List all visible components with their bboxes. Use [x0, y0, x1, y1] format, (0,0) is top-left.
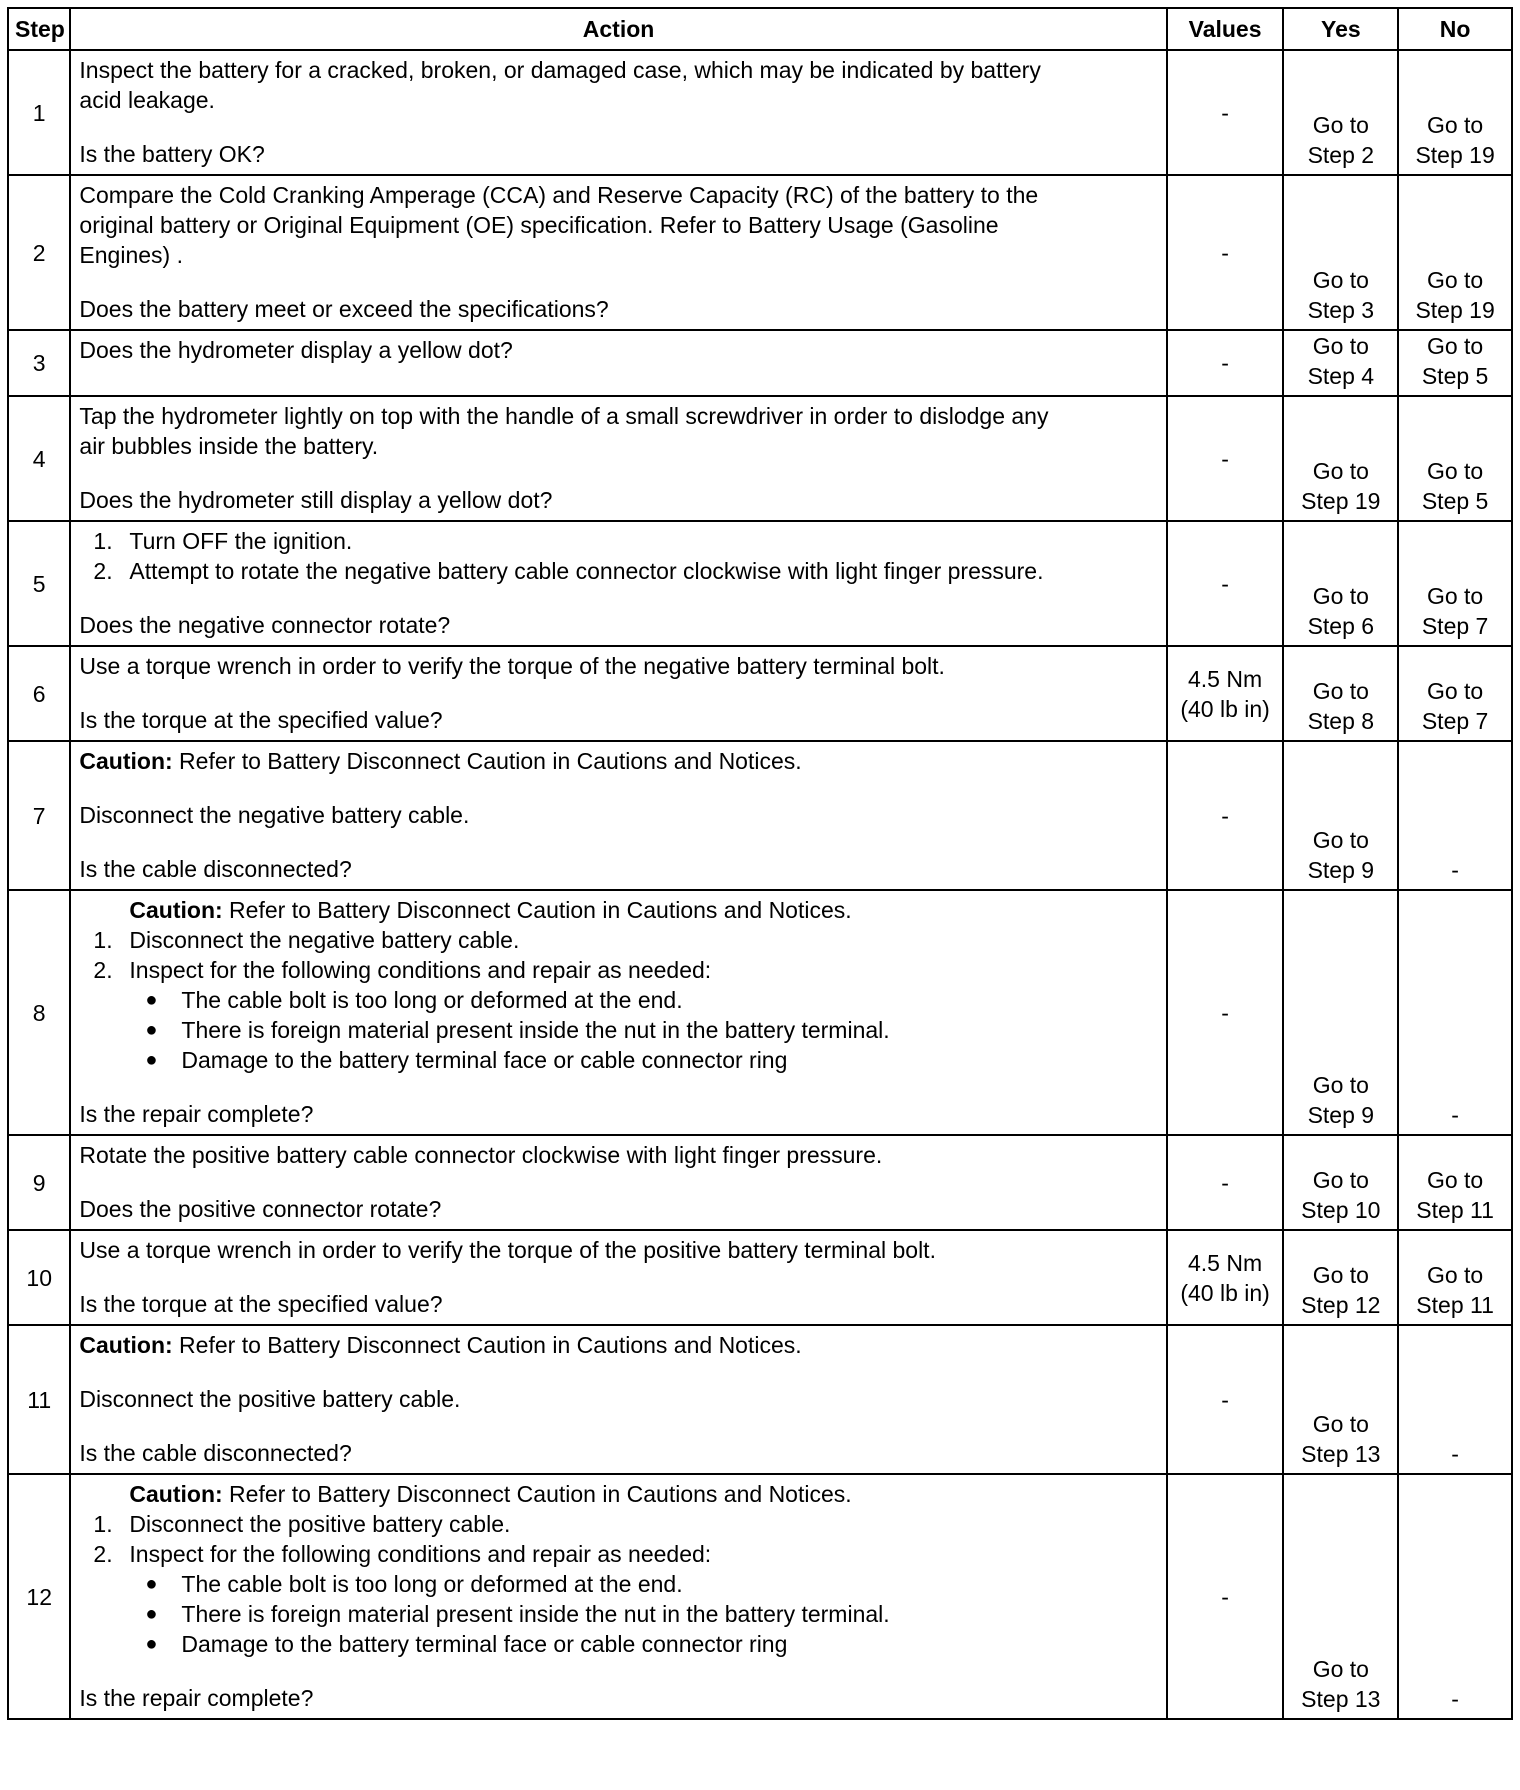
action-question: Is the cable disconnected?: [79, 1440, 352, 1466]
action-cell: [70, 890, 1166, 1135]
caution-note: [79, 895, 1157, 925]
values-cell: -: [1167, 175, 1284, 330]
no-cell: [1398, 175, 1512, 330]
action-text: Inspect the battery for a cracked, broken, or damaged case, which may be indicated by battery: [79, 57, 1041, 83]
numbered-item: [79, 526, 1157, 556]
yes-line: Go to: [1312, 583, 1369, 609]
yes-line: Go to: [1312, 1262, 1369, 1288]
table-row: [8, 890, 1512, 1135]
yes-line: Step 9: [1307, 1102, 1375, 1128]
spacer: [79, 461, 1157, 485]
action-question: Does the positive connector rotate?: [79, 1196, 442, 1222]
action-text: Does the hydrometer display a yellow dot?: [79, 337, 513, 363]
spacer: [79, 270, 1157, 294]
action-text: Disconnect the positive battery cable.: [79, 1386, 461, 1412]
action-text: Tap the hydrometer lightly on top with the handle of a small screwdriver in order to dislodge any: [79, 403, 1049, 429]
value-line: 4.5 Nm: [1188, 665, 1263, 692]
action-text: Use a torque wrench in order to verify the torque of the negative battery terminal bolt.: [79, 653, 945, 679]
no-cell: [1398, 521, 1512, 646]
item-text: Attempt to rotate the negative battery cable connector clockwise with light finger pressure.: [129, 558, 1044, 584]
bullet-icon: ●: [145, 1573, 158, 1595]
no-cell: [1398, 1474, 1512, 1719]
yes-line: Step 9: [1307, 857, 1375, 883]
step-number: 12: [8, 1474, 70, 1719]
yes-line: Go to: [1312, 1656, 1369, 1682]
no-line: Go to: [1426, 267, 1484, 293]
no-line: Go to: [1426, 112, 1484, 138]
yes-line: Step 4: [1307, 363, 1375, 389]
caution-label: Caution:: [79, 748, 173, 774]
numbered-item: [79, 925, 1157, 955]
yes-line: Go to: [1312, 267, 1369, 293]
no-cell: [1398, 1325, 1512, 1474]
no-line: Step 19: [1415, 297, 1495, 323]
action-text: Engines) .: [79, 242, 183, 268]
values-cell: -: [1167, 1325, 1284, 1474]
step-number: 5: [8, 521, 70, 646]
no-cell: [1398, 1230, 1512, 1325]
yes-line: Go to: [1312, 827, 1369, 853]
item-number: 1.: [93, 927, 113, 953]
numbered-item: [79, 1539, 1157, 1569]
yes-cell: [1283, 50, 1398, 175]
step-number: 6: [8, 646, 70, 741]
no-cell: [1398, 741, 1512, 890]
item-number: 2.: [93, 1541, 113, 1567]
bullet-icon: ●: [145, 1019, 158, 1041]
caution-label: Caution:: [129, 897, 223, 923]
step-number: 9: [8, 1135, 70, 1230]
table-row: [8, 396, 1512, 521]
action-text: Compare the Cold Cranking Amperage (CCA) and Reserve Capacity (RC) of the battery to the: [79, 182, 1039, 208]
values-cell: -: [1167, 50, 1284, 175]
no-line: Go to: [1426, 333, 1484, 359]
step-number: 8: [8, 890, 70, 1135]
caution-text: Refer to Battery Disconnect Caution in Cautions and Notices.: [172, 1332, 802, 1358]
yes-line: Step 19: [1301, 488, 1381, 514]
bullet-text: There is foreign material present inside the nut in the battery terminal.: [181, 1017, 890, 1043]
values-cell: -: [1167, 1474, 1284, 1719]
step-number: 1: [8, 50, 70, 175]
values-cell: -: [1167, 330, 1284, 396]
yes-line: Go to: [1312, 1167, 1369, 1193]
yes-cell: [1283, 741, 1398, 890]
no-cell: [1398, 330, 1512, 396]
no-cell: [1398, 890, 1512, 1135]
action-cell: [70, 50, 1166, 175]
caution-text: Refer to Battery Disconnect Caution in Cautions and Notices.: [172, 748, 802, 774]
no-cell: [1398, 50, 1512, 175]
step-number: 10: [8, 1230, 70, 1325]
yes-cell: [1283, 1230, 1398, 1325]
numbered-item: [79, 955, 1157, 985]
no-cell: [1398, 396, 1512, 521]
yes-line: Step 2: [1307, 142, 1375, 168]
yes-cell: [1283, 330, 1398, 396]
no-line: -: [1451, 1102, 1459, 1128]
action-question: Is the battery OK?: [79, 141, 265, 167]
no-line: Go to: [1426, 1262, 1484, 1288]
values-cell: -: [1167, 396, 1284, 521]
action-cell: [70, 1135, 1166, 1230]
spacer: [79, 830, 1157, 854]
table-row: [8, 741, 1512, 890]
yes-cell: [1283, 1474, 1398, 1719]
header-yes: Yes: [1283, 8, 1398, 50]
header-values: Values: [1167, 8, 1284, 50]
no-line: -: [1451, 1441, 1459, 1467]
item-number: 2.: [93, 558, 113, 584]
action-question: Is the repair complete?: [79, 1101, 314, 1127]
values-cell: -: [1167, 741, 1284, 890]
no-line: -: [1451, 857, 1459, 883]
item-text: Inspect for the following conditions and repair as needed:: [129, 957, 712, 983]
yes-line: Step 13: [1301, 1441, 1381, 1467]
step-number: 2: [8, 175, 70, 330]
no-line: Step 11: [1416, 1292, 1494, 1318]
bullet-icon: ●: [145, 1633, 158, 1655]
value-line: (40 lb in): [1180, 1279, 1270, 1306]
action-text: Rotate the positive battery cable connector clockwise with light finger pressure.: [79, 1142, 883, 1168]
table-row: [8, 1325, 1512, 1474]
no-line: Go to: [1426, 583, 1484, 609]
step-number: 4: [8, 396, 70, 521]
caution-note: [79, 746, 1157, 776]
no-line: Go to: [1426, 458, 1484, 484]
yes-cell: [1283, 175, 1398, 330]
no-line: Step 5: [1421, 363, 1489, 389]
header-action: Action: [70, 8, 1166, 50]
no-line: -: [1451, 1686, 1459, 1712]
action-text: air bubbles inside the battery.: [79, 433, 379, 459]
action-text: Disconnect the negative battery cable.: [79, 802, 470, 828]
values-cell: -: [1167, 521, 1284, 646]
action-cell: [70, 1325, 1166, 1474]
yes-line: Go to: [1312, 678, 1369, 704]
table-row: [8, 1474, 1512, 1719]
table-row: [8, 1135, 1512, 1230]
no-line: Step 5: [1421, 488, 1489, 514]
action-cell: [70, 521, 1166, 646]
action-question: Does the battery meet or exceed the specifications?: [79, 296, 609, 322]
bullet-icon: ●: [145, 1049, 158, 1071]
value-line: (40 lb in): [1180, 695, 1270, 722]
yes-cell: [1283, 1135, 1398, 1230]
no-line: Step 11: [1416, 1197, 1494, 1223]
caution-label: Caution:: [79, 1332, 173, 1358]
action-text: original battery or Original Equipment (OE) specification. Refer to Battery Usage (Gasoline: [79, 212, 999, 238]
action-question: Does the hydrometer still display a yellow dot?: [79, 487, 553, 513]
no-line: Go to: [1426, 1167, 1484, 1193]
action-question: Is the torque at the specified value?: [79, 1291, 443, 1317]
bullet-item: [79, 1569, 1157, 1599]
action-cell: [70, 741, 1166, 890]
yes-line: Step 13: [1301, 1686, 1381, 1712]
item-number: 1.: [93, 1511, 113, 1537]
yes-line: Step 8: [1307, 708, 1375, 734]
value-line: 4.5 Nm: [1188, 1249, 1263, 1276]
yes-cell: [1283, 1325, 1398, 1474]
action-cell: [70, 1230, 1166, 1325]
table-row: [8, 50, 1512, 175]
bullet-icon: ●: [145, 1603, 158, 1625]
no-line: Step 19: [1415, 142, 1495, 168]
yes-cell: [1283, 890, 1398, 1135]
yes-line: Go to: [1312, 333, 1369, 359]
header-step: Step: [8, 8, 70, 50]
values-cell: -: [1167, 890, 1284, 1135]
action-question: Is the repair complete?: [79, 1685, 314, 1711]
item-text: Disconnect the negative battery cable.: [129, 927, 520, 953]
bullet-text: There is foreign material present inside the nut in the battery terminal.: [181, 1601, 890, 1627]
action-question: Is the torque at the specified value?: [79, 707, 443, 733]
spacer: [79, 586, 1157, 610]
spacer: [79, 1075, 1157, 1099]
item-text: Disconnect the positive battery cable.: [129, 1511, 511, 1537]
bullet-item: [79, 1045, 1157, 1075]
table-row: [8, 521, 1512, 646]
numbered-item: [79, 1509, 1157, 1539]
action-cell: [70, 646, 1166, 741]
values-cell: [1167, 1230, 1284, 1325]
action-cell: [70, 1474, 1166, 1719]
bullet-item: [79, 1015, 1157, 1045]
yes-line: Step 12: [1301, 1292, 1381, 1318]
item-text: Inspect for the following conditions and repair as needed:: [129, 1541, 712, 1567]
numbered-item: [79, 556, 1157, 586]
yes-line: Go to: [1312, 112, 1369, 138]
yes-cell: [1283, 521, 1398, 646]
bullet-icon: ●: [145, 989, 158, 1011]
no-cell: [1398, 1135, 1512, 1230]
table-row: [8, 175, 1512, 330]
spacer: [79, 1659, 1157, 1683]
bullet-item: [79, 985, 1157, 1015]
no-line: Step 7: [1421, 708, 1489, 734]
caution-text: Refer to Battery Disconnect Caution in Cautions and Notices.: [222, 897, 852, 923]
yes-line: Go to: [1312, 1411, 1369, 1437]
action-text: acid leakage.: [79, 87, 215, 113]
header-no: No: [1398, 8, 1512, 50]
bullet-text: Damage to the battery terminal face or cable connector ring: [181, 1631, 788, 1657]
action-cell: [70, 396, 1166, 521]
yes-cell: [1283, 646, 1398, 741]
caution-note: [79, 1330, 1157, 1360]
caution-label: Caution:: [129, 1481, 223, 1507]
diagnostic-table: [7, 7, 1513, 1720]
no-line: Step 7: [1421, 613, 1489, 639]
item-text: Turn OFF the ignition.: [129, 528, 353, 554]
step-number: 3: [8, 330, 70, 396]
bullet-item: [79, 1629, 1157, 1659]
action-text: Use a torque wrench in order to verify the torque of the positive battery terminal bolt.: [79, 1237, 936, 1263]
caution-note: [79, 1479, 1157, 1509]
action-cell: [70, 175, 1166, 330]
yes-line: Step 3: [1307, 297, 1375, 323]
table-body: [8, 50, 1512, 1719]
bullet-text: The cable bolt is too long or deformed at the end.: [181, 987, 683, 1013]
values-cell: [1167, 646, 1284, 741]
yes-line: Step 6: [1307, 613, 1375, 639]
caution-text: Refer to Battery Disconnect Caution in Cautions and Notices.: [222, 1481, 852, 1507]
bullet-text: Damage to the battery terminal face or cable connector ring: [181, 1047, 788, 1073]
table-row: [8, 1230, 1512, 1325]
spacer: [79, 776, 1157, 800]
action-cell: [70, 330, 1166, 396]
item-number: 2.: [93, 957, 113, 983]
action-question: Does the negative connector rotate?: [79, 612, 451, 638]
table-row: [8, 330, 1512, 396]
step-number: 7: [8, 741, 70, 890]
header-row: [8, 8, 1512, 50]
item-number: 1.: [93, 528, 113, 554]
yes-line: Go to: [1312, 1072, 1369, 1098]
bullet-item: [79, 1599, 1157, 1629]
values-cell: -: [1167, 1135, 1284, 1230]
bullet-text: The cable bolt is too long or deformed at the end.: [181, 1571, 683, 1597]
yes-cell: [1283, 396, 1398, 521]
action-question: Is the cable disconnected?: [79, 856, 352, 882]
step-number: 11: [8, 1325, 70, 1474]
yes-line: Go to: [1312, 458, 1369, 484]
table-row: [8, 646, 1512, 741]
spacer: [79, 1265, 1157, 1289]
yes-line: Step 10: [1301, 1197, 1381, 1223]
spacer: [79, 115, 1157, 139]
spacer: [79, 1360, 1157, 1384]
no-line: Go to: [1426, 678, 1484, 704]
spacer: [79, 681, 1157, 705]
no-cell: [1398, 646, 1512, 741]
spacer: [79, 1414, 1157, 1438]
spacer: [79, 1170, 1157, 1194]
